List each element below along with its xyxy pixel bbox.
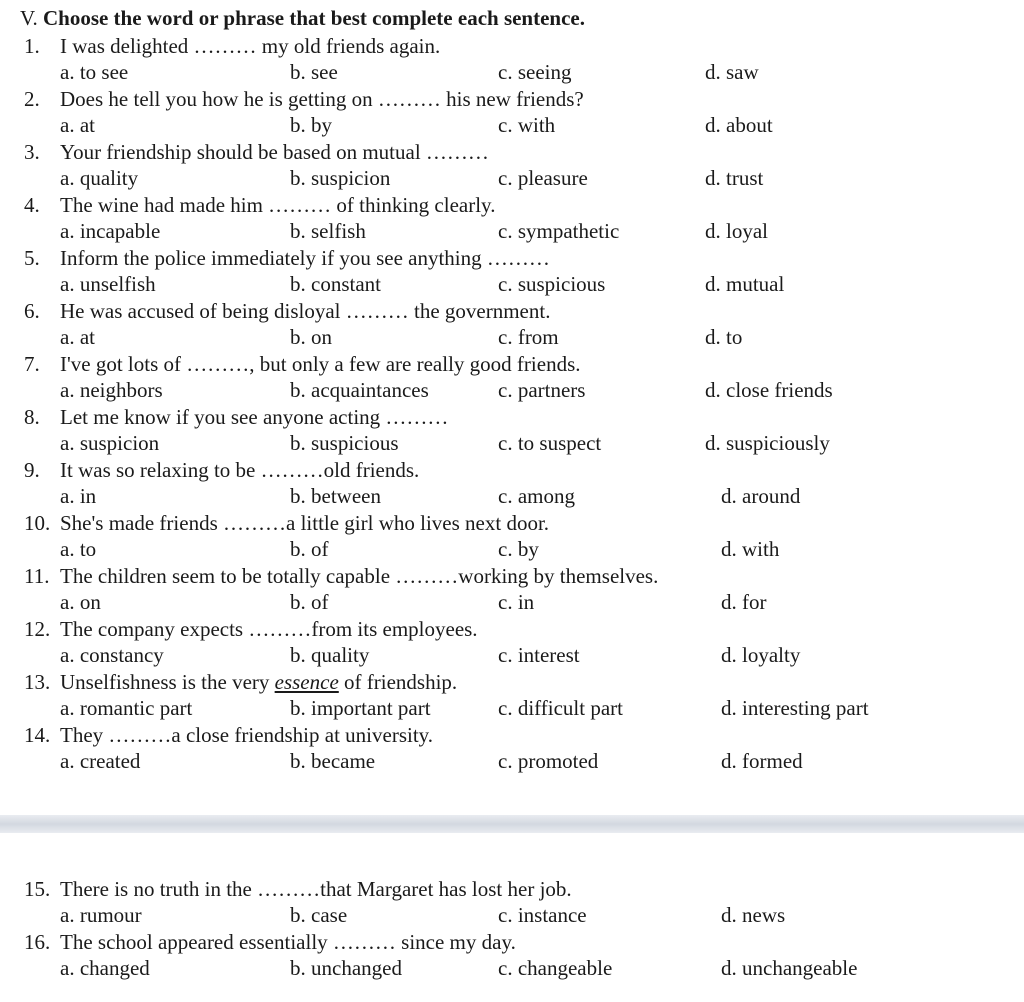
question-stem: [24, 33, 440, 59]
option-b: b. suspicion: [290, 166, 391, 190]
question-stem: [24, 139, 489, 165]
option-b: b. unchanged: [290, 956, 402, 980]
question-item: [24, 876, 1014, 929]
question-text: Let me know if you see anyone acting ………: [60, 405, 449, 429]
option-c: c. suspicious: [498, 272, 606, 296]
option-d: d. loyalty: [721, 643, 801, 667]
option-a: a. created: [60, 749, 141, 773]
option-c: c. by: [498, 537, 539, 561]
emphasized-word: essence: [274, 670, 339, 694]
option-c: c. changeable: [498, 956, 613, 980]
option-d: d. saw: [705, 60, 759, 84]
question-text: It was so relaxing to be ………old friends.: [60, 458, 420, 482]
question-number: 3.: [24, 140, 40, 164]
question-text: The children seem to be totally capable ………working by themselves.: [60, 564, 659, 588]
option-a: a. to see: [60, 60, 129, 84]
question-item: [24, 457, 1014, 510]
option-d: d. loyal: [705, 219, 768, 243]
option-d: d. mutual: [705, 272, 785, 296]
option-b: b. constant: [290, 272, 381, 296]
question-number: 13.: [24, 670, 51, 694]
page-break-divider: [0, 815, 1024, 833]
question-stem: [24, 616, 478, 642]
option-a: a. in: [60, 484, 97, 508]
question-text: I was delighted ……… my old friends again.: [60, 34, 441, 58]
option-a: a. suspicion: [60, 431, 160, 455]
option-d: d. for: [721, 590, 767, 614]
question-text: They ………a close friendship at university.: [60, 723, 434, 747]
question-item: [24, 298, 1014, 351]
question-text: The school appeared essentially ……… since my day.: [60, 930, 516, 954]
option-a: a. constancy: [60, 643, 164, 667]
question-text: She's made friends ………a little girl who lives next door.: [60, 511, 550, 535]
option-b: b. of: [290, 537, 329, 561]
question-number: 2.: [24, 87, 40, 111]
option-a: a. rumour: [60, 903, 142, 927]
question-stem: [24, 351, 581, 377]
option-b: b. between: [290, 484, 381, 508]
option-d: d. trust: [705, 166, 764, 190]
section-number: V.: [20, 6, 38, 30]
question-item: [24, 563, 1014, 616]
option-b: b. important part: [290, 696, 431, 720]
question-number: 8.: [24, 405, 40, 429]
section-title: Choose the word or phrase that best complete each sentence.: [42, 6, 586, 30]
question-item: [24, 245, 1014, 298]
option-b: b. quality: [290, 643, 370, 667]
question-stem: [24, 192, 495, 218]
question-number: 11.: [24, 564, 50, 588]
option-a: a. neighbors: [60, 378, 163, 402]
option-a: a. quality: [60, 166, 139, 190]
question-stem: [24, 298, 550, 324]
option-c: c. instance: [498, 903, 587, 927]
question-item: [24, 33, 1014, 86]
question-number: 16.: [24, 930, 51, 954]
question-item: [24, 669, 1014, 722]
question-number: 15.: [24, 877, 51, 901]
question-stem: [24, 510, 549, 536]
option-b: b. suspicious: [290, 431, 399, 455]
question-number: 10.: [24, 511, 51, 535]
question-number: 1.: [24, 34, 40, 58]
option-c: c. among: [498, 484, 575, 508]
option-a: a. incapable: [60, 219, 161, 243]
question-stem: [24, 722, 433, 748]
option-a: a. at: [60, 325, 95, 349]
question-item: [24, 510, 1014, 563]
option-d: d. news: [721, 903, 786, 927]
option-c: c. promoted: [498, 749, 599, 773]
option-c: c. partners: [498, 378, 586, 402]
question-stem: [24, 876, 572, 902]
question-stem: [24, 563, 658, 589]
question-item: [24, 929, 1014, 982]
option-a: a. romantic part: [60, 696, 193, 720]
option-d: d. around: [721, 484, 801, 508]
option-b: b. on: [290, 325, 332, 349]
option-d: d. formed: [721, 749, 803, 773]
option-b: b. acquaintances: [290, 378, 429, 402]
question-stem: [24, 86, 584, 112]
option-c: c. to suspect: [498, 431, 602, 455]
option-a: a. on: [60, 590, 101, 614]
question-text: He was accused of being disloyal ……… the government.: [60, 299, 551, 323]
option-d: d. unchangeable: [721, 956, 858, 980]
option-a: a. to: [60, 537, 97, 561]
question-text-after: of friendship.: [344, 670, 458, 694]
question-stem: [24, 245, 550, 271]
question-text: Your friendship should be based on mutual ………: [60, 140, 489, 164]
question-number: 14.: [24, 723, 51, 747]
question-text: There is no truth in the ………that Margaret has lost her job.: [60, 877, 572, 901]
question-stem: [24, 457, 419, 483]
option-a: a. changed: [60, 956, 150, 980]
option-d: d. to: [705, 325, 743, 349]
question-stem: [24, 929, 516, 955]
question-number: 7.: [24, 352, 40, 376]
question-stem: [24, 669, 457, 695]
option-d: d. about: [705, 113, 773, 137]
option-b: b. of: [290, 590, 329, 614]
option-c: c. sympathetic: [498, 219, 620, 243]
question-text-before: Unselfishness is the very: [60, 670, 270, 694]
question-number: 12.: [24, 617, 51, 641]
option-b: b. see: [290, 60, 338, 84]
option-d: d. suspiciously: [705, 431, 830, 455]
option-b: b. selfish: [290, 219, 366, 243]
question-number: 6.: [24, 299, 40, 323]
question-text: Does he tell you how he is getting on ……… his new friends?: [60, 87, 584, 111]
option-c: c. with: [498, 113, 556, 137]
option-b: b. by: [290, 113, 332, 137]
question-item: [24, 139, 1014, 192]
question-item: [24, 616, 1014, 669]
question-text: The company expects ………from its employees.: [60, 617, 478, 641]
option-c: c. interest: [498, 643, 580, 667]
question-item: [24, 86, 1014, 139]
question-number: 4.: [24, 193, 40, 217]
option-d: d. with: [721, 537, 780, 561]
question-text: The wine had made him ……… of thinking clearly.: [60, 193, 496, 217]
question-stem: [24, 404, 448, 430]
question-number: 5.: [24, 246, 40, 270]
option-c: c. difficult part: [498, 696, 623, 720]
section-heading: [20, 4, 585, 32]
question-item: [24, 192, 1014, 245]
option-a: a. unselfish: [60, 272, 156, 296]
option-a: a. at: [60, 113, 95, 137]
option-d: d. close friends: [705, 378, 833, 402]
question-item: [24, 351, 1014, 404]
question-item: [24, 722, 1014, 775]
question-text: Inform the police immediately if you see anything ………: [60, 246, 550, 270]
question-item: [24, 404, 1014, 457]
option-c: c. from: [498, 325, 559, 349]
option-c: c. pleasure: [498, 166, 588, 190]
question-text: I've got lots of ………, but only a few are really good friends.: [60, 352, 581, 376]
question-number: 9.: [24, 458, 40, 482]
option-b: b. became: [290, 749, 376, 773]
option-c: c. in: [498, 590, 535, 614]
option-c: c. seeing: [498, 60, 572, 84]
option-b: b. case: [290, 903, 348, 927]
option-d: d. interesting part: [721, 696, 869, 720]
